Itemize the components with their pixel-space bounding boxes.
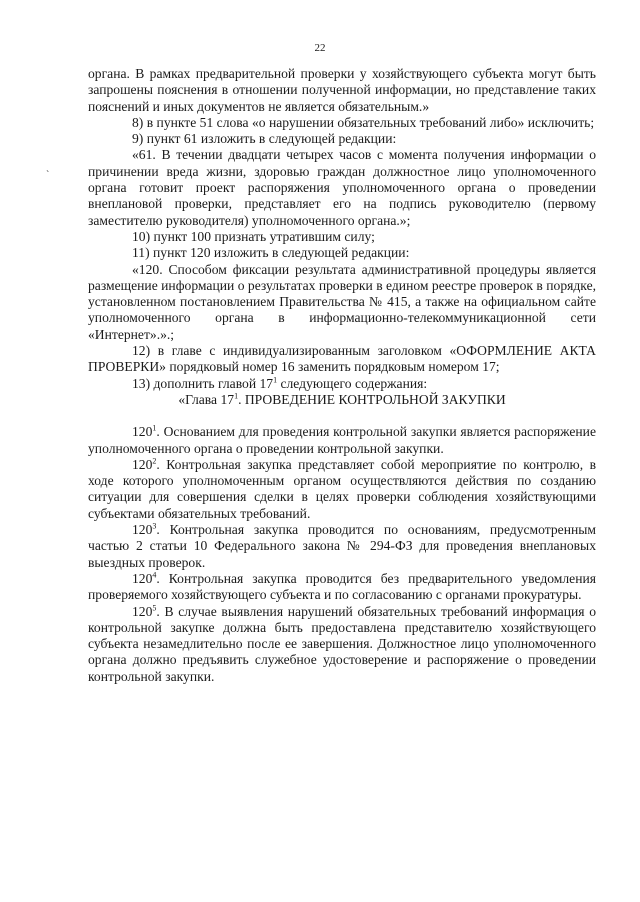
paragraph-quote-120: «120. Способом фиксации результата административной процедуры является размещение информации о результатах проверки в едином реестре проверок в порядке, установленном постановлением Правительства № 415, а также на официальном сайте уполномоченного органа в информационно-телекоммуникационной сети «Интернет».».;: [88, 261, 596, 342]
section-120-5: $120^5$. В случае выявления нарушений обязательных требований информация о контрольной закупке должна быть предоставлена представителю хозяйствующего субъекта незамедлительно после ее завершения. Должностное лицо уполномоченного органа должно предъявить служебное удостоверение и распоряжение о проведении контрольной закупки.: [88, 602, 596, 684]
paragraph-1: органа. В рамках предварительной проверки у хозяйствующего субъекта могут быть запрошены пояснения в отношении полученной информации, но представление таких пояснений и иных документов не является обязательным.»: [88, 66, 596, 114]
paragraph-item-9: 9) пункт 61 изложить в следующей редакции:: [132, 131, 397, 147]
section-120-4: $120^4$. Контрольная закупка проводится без предварительного уведомления проверяемого хозяйствующего субъекта и по согласованию с органами прокуратуры.: [88, 570, 596, 603]
page-number: 22: [314, 42, 326, 54]
paragraph-item-8: 8) в пункте 51 слова «о нарушении обязательных требований либо» исключить;: [132, 114, 595, 130]
stray-mark: `: [46, 170, 50, 181]
section-120-1: $120^1$. Основанием для проведения контрольной закупки является распоряжение уполномоченного органа о проведении контрольной закупки.: [88, 423, 596, 456]
paragraph-quote-61: «61. В течении двадцати четырех часов с момента получения информации о причинении вреда жизни, здоровью граждан должностное лицо уполномоченного органа готовит проект распоряжения уполномоченного органа о проведении внеплановой проверки, представляет его на подпись руководителю (первому заместителю руководителя) уполномоченного органа.»;: [88, 147, 596, 228]
section-120-3: $120^3$. Контрольная закупка проводится по основаниям, предусмотренным частью 2 статьи 10 Федерального закона № 294-ФЗ для проведения внеплановых выездных проверок.: [88, 521, 596, 570]
paragraph-item-10: 10) пункт 100 признать утратившим силу;: [132, 228, 375, 244]
paragraph-item-11: 11) пункт 120 изложить в следующей редакции:: [132, 245, 410, 261]
document-body: [88, 66, 596, 685]
section-120-2: $120^2$. Контрольная закупка представляет собой мероприятие по контролю, в ходе которого уполномоченным органом осуществляются действия по созданию ситуации для совершения сделки в целях проверки соблюдения хозяйствующими субъектами обязательных требований.: [88, 456, 596, 521]
paragraph-item-12: 12) в главе с индивидуализированным заголовком «ОФОРМЛЕНИЕ АКТА ПРОВЕРКИ» порядковый номер 16 заменить порядковым номером 17;: [88, 343, 596, 375]
chapter-heading: «Глава $17^1$. ПРОВЕДЕНИЕ КОНТРОЛЬНОЙ ЗАКУПКИ: [178, 391, 506, 407]
paragraph-item-13: 13) дополнить главой $17^1$ следующего содержания:: [132, 375, 428, 391]
